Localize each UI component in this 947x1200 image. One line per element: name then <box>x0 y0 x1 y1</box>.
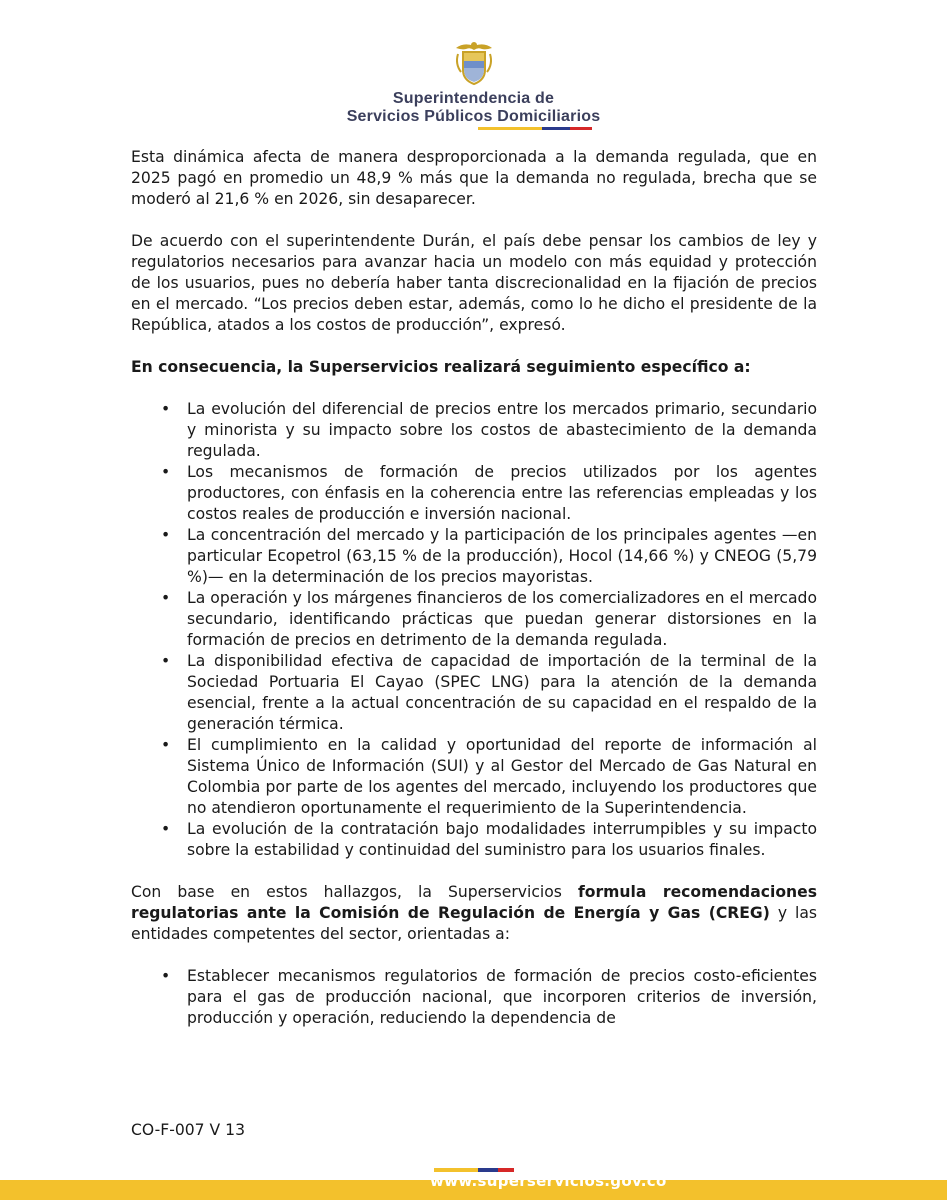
website-link[interactable]: www.superservicios.gov.co <box>430 1172 667 1190</box>
org-name-line2: Servicios Públicos Domiciliarios <box>346 108 601 125</box>
paragraph-superintendent: De acuerdo con el superintendente Durán, el país debe pensar los cambios de ley y regulatorios necesarios para avanzar hacia un modelo con más equidad y protección de los usuarios, pues no debería haber tanta discrecionalidad en la fijación de precios en el mercado. “Los precios deben estar, además, como lo he dicho el presidente de la República, atados a los costos de producción”, expresó. <box>131 232 817 334</box>
paragraph-recommendations: Con base en estos hallazgos, la Superservicios formula recomendaciones regulatorias ante la Comisión de Regulación de Energía y Gas (CREG) y las entidades competentes del sector, orientadas a: <box>131 883 818 943</box>
list-item: • La disponibilidad efectiva de capacidad de importación de la terminal de la Sociedad Portuaria El Cayao (SPEC LNG) para la atención de la demanda esencial, frente a la actual concentración de su capacidad en el respaldo de la generación térmica. <box>161 652 817 733</box>
bullet-icon: • <box>161 589 171 607</box>
bullet-icon: • <box>161 652 171 670</box>
bullet-icon: • <box>161 967 171 985</box>
paragraph-demand: Esta dinámica afecta de manera desproporcionada a la demanda regulada, que en 2025 pagó en promedio un 48,9 % más que la demanda no regulada, brecha que se moderó al 21,6 % en 2026, sin desaparecer. <box>131 148 817 208</box>
page-header <box>0 40 947 86</box>
list-item: • La evolución de la contratación bajo modalidades interrumpibles y su impacto sobre la estabilidad y continuidad del suministro para los usuarios finales. <box>161 820 817 859</box>
list-item: • El cumplimiento en la calidad y oportunidad del reporte de información al Sistema Único de Información (SUI) y al Gestor del Mercado de Gas Natural en Colombia por parte de los agentes del mercado, incluyendo los productores que no atendieron oportunamente el requerimiento de la Superintendencia. <box>161 736 817 817</box>
section-heading: En consecuencia, la Superservicios realizará seguimiento específico a: <box>131 358 751 376</box>
list-item: • La operación y los márgenes financieros de los comercializadores en el mercado secundario, identificando prácticas que puedan generar distorsiones en la formación de precios en detrimento de la demanda regulada. <box>161 589 817 649</box>
flag-stripe <box>478 127 592 130</box>
list-item: • La concentración del mercado y la participación de los principales agentes —en particular Ecopetrol (63,15 % de la producción), Hocol (14,66 %) y CNEOG (5,79 %)— en la determinación de los precios mayoristas. <box>161 526 817 586</box>
list-item: • La evolución del diferencial de precios entre los mercados primario, secundario y minorista y su impacto sobre los costos de abastecimiento de la demanda regulada. <box>161 400 817 460</box>
document-code: CO-F-007 V 13 <box>131 1121 246 1139</box>
bullet-icon: • <box>161 463 171 481</box>
document-body <box>131 147 817 1029</box>
list-item: • Los mecanismos de formación de precios utilizados por los agentes productores, con énfasis en la coherencia entre las referencias empleadas y los costos reales de producción e inversión nacional. <box>161 463 817 523</box>
bullet-icon: • <box>161 736 171 754</box>
coat-of-arms-icon <box>452 40 496 86</box>
org-name-line1: Superintendencia de <box>392 90 555 107</box>
bullet-icon: • <box>161 400 171 418</box>
bullet-icon: • <box>161 526 171 544</box>
bullet-icon: • <box>161 820 171 838</box>
recommendations-list <box>131 966 817 1029</box>
followup-list <box>131 399 817 861</box>
list-item: • Establecer mecanismos regulatorios de formación de precios costo-eficientes para el gas de producción nacional, que incorporen criterios de inversión, producción y operación, reduciendo la dependencia de <box>161 967 817 1027</box>
